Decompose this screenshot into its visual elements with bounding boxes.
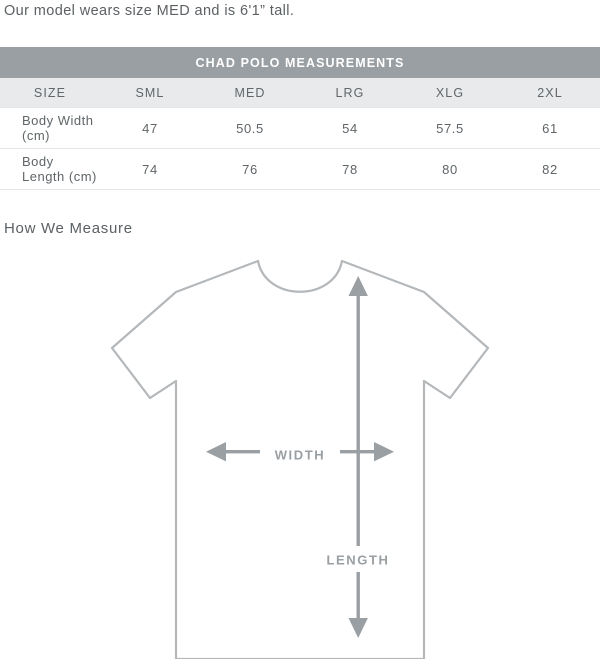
how-we-measure-heading: How We Measure <box>4 220 133 237</box>
cell-body-width-sml: 47 <box>100 108 200 149</box>
column-header-med: MED <box>200 78 300 108</box>
table-row <box>0 108 600 149</box>
column-header-2xl: 2XL <box>500 78 600 108</box>
table-row <box>0 149 600 190</box>
cell-body-width-2xl: 61 <box>500 108 600 149</box>
cell-body-width-xlg: 57.5 <box>400 108 500 149</box>
cell-body-width-med: 50.5 <box>200 108 300 149</box>
column-header-lrg: LRG <box>300 78 400 108</box>
table-title-row <box>0 47 600 78</box>
column-header-xlg: XLG <box>400 78 500 108</box>
tshirt-measure-diagram <box>0 248 600 659</box>
width-label: WIDTH <box>274 447 326 463</box>
length-arrow <box>349 276 368 638</box>
table-header-row <box>0 78 600 108</box>
cell-body-length-xlg: 80 <box>400 149 500 190</box>
row-label-body-length: Body Length (cm) <box>0 149 100 190</box>
column-header-size: SIZE <box>0 78 100 108</box>
cell-body-width-lrg: 54 <box>300 108 400 149</box>
model-size-note: Our model wears size MED and is 6'1” tall. <box>4 3 295 19</box>
column-header-sml: SML <box>100 78 200 108</box>
cell-body-length-sml: 74 <box>100 149 200 190</box>
length-label: LENGTH <box>326 552 390 568</box>
cell-body-length-2xl: 82 <box>500 149 600 190</box>
table-title: CHAD POLO MEASUREMENTS <box>0 47 600 78</box>
measurements-table <box>0 47 600 190</box>
cell-body-length-med: 76 <box>200 149 300 190</box>
row-label-body-width: Body Width (cm) <box>0 108 100 149</box>
cell-body-length-lrg: 78 <box>300 149 400 190</box>
